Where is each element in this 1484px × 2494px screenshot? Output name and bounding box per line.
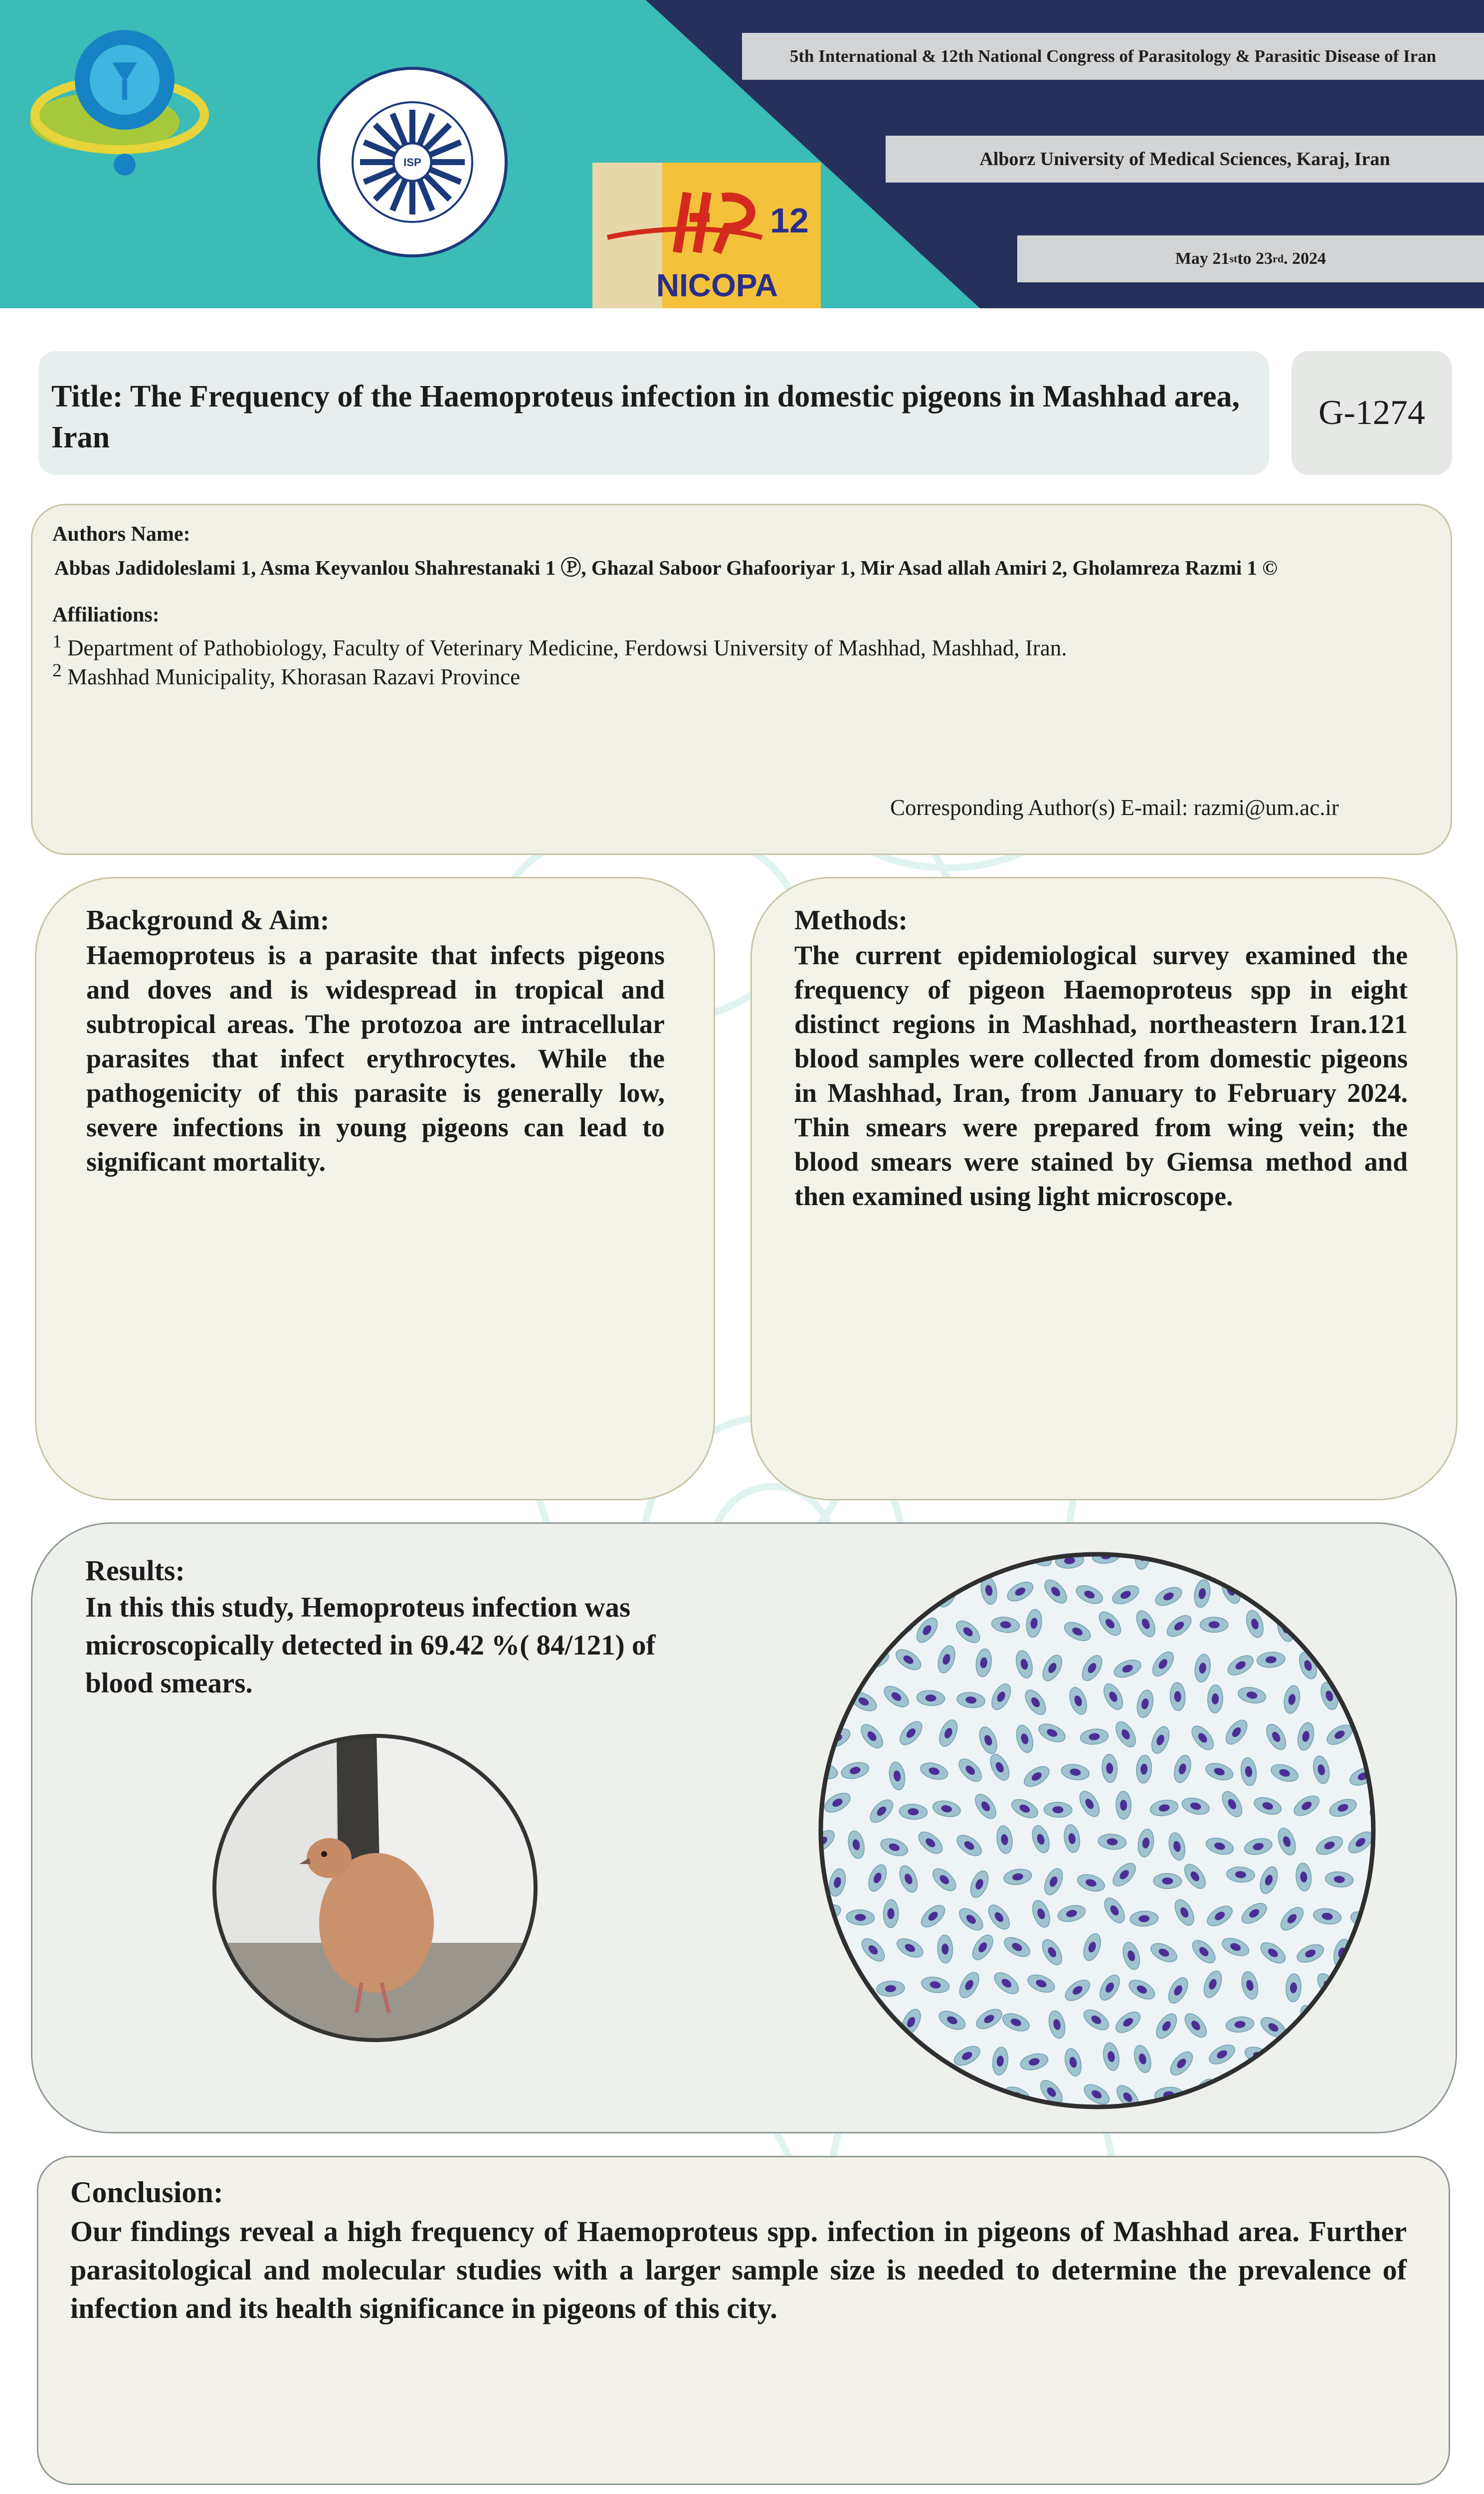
affiliation-1 bbox=[52, 631, 1067, 661]
red-blood-cell bbox=[829, 2081, 848, 2110]
authors-box bbox=[31, 504, 1452, 855]
methods-heading: Methods: bbox=[794, 905, 908, 936]
affiliation-2-text: Mashhad Municipality, Khorasan Razavi Province bbox=[61, 664, 521, 689]
red-blood-cell bbox=[883, 1899, 899, 1928]
affiliation-1-text: Department of Pathobiology, Faculty of Veterinary Medicine, Ferdowsi University of Mashhad, Mashhad, Iran. bbox=[61, 635, 1067, 660]
date-start: May 21 bbox=[1175, 249, 1230, 268]
red-blood-cell bbox=[1328, 2009, 1360, 2034]
poster-header bbox=[0, 0, 1484, 308]
conclusion-heading: Conclusion: bbox=[70, 2176, 223, 2209]
red-blood-cell bbox=[1258, 2086, 1289, 2108]
corresponding-email: Corresponding Author(s) E-mail: razmi@um.ac.ir bbox=[890, 795, 1339, 820]
date-banner bbox=[1017, 235, 1484, 282]
date-end-suffix: rd bbox=[1273, 252, 1284, 265]
date-to: to 23 bbox=[1237, 249, 1273, 268]
red-blood-cell bbox=[1270, 2054, 1299, 2071]
blood-smear-micrograph bbox=[818, 1551, 1376, 2110]
red-blood-cell bbox=[1291, 2080, 1321, 2110]
congress-name-banner: 5th International & 12th National Congress of Parasitology & Parasitic Disease of Iran bbox=[742, 33, 1484, 80]
red-blood-cell bbox=[846, 2047, 876, 2077]
results-section bbox=[31, 1522, 1457, 2133]
red-blood-cell bbox=[1350, 2039, 1376, 2071]
affiliation-2-number: 2 bbox=[52, 660, 62, 681]
red-blood-cell bbox=[857, 2011, 887, 2030]
red-blood-cell bbox=[818, 1684, 827, 1713]
red-blood-cell bbox=[829, 2005, 851, 2036]
red-blood-cell bbox=[862, 2083, 892, 2102]
methods-text: The current epidemiological survey examined the frequency of pigeon Haemoproteus spp in eight distinct regions in Mashhad, northeastern Iran.121 blood samples were collected from domestic pigeons in Mashhad, Iran, from January to February 2024. Thin smears were prepared from wing vein; the blood smears were stained by Giemsa method and then examined using light microscope. bbox=[794, 940, 1408, 1211]
pigeon-photo bbox=[212, 1733, 539, 2043]
red-blood-cell bbox=[1295, 1581, 1325, 1600]
authors-label: Authors Name: bbox=[52, 523, 190, 546]
date-year: . 2024 bbox=[1284, 249, 1326, 268]
red-blood-cell bbox=[848, 1551, 864, 1570]
affiliations-label: Affiliations: bbox=[52, 604, 160, 626]
red-blood-cell bbox=[1324, 2084, 1355, 2110]
red-blood-cell bbox=[828, 1650, 858, 1681]
nicopa-logo bbox=[592, 163, 821, 308]
title-box bbox=[38, 351, 1269, 475]
nicopa-logo-text: NICOPA bbox=[656, 267, 778, 303]
red-blood-cell bbox=[1327, 1575, 1349, 1606]
authors-names: Abbas Jadidoleslami 1, Asma Keyvanlou Shahrestanaki 1 Ⓟ, Ghazal Saboor Ghafooriyar 1, Mir Asad allah Amiri 2, Gholamreza Razmi 1 © bbox=[54, 556, 1278, 579]
methods-section bbox=[750, 877, 1458, 1500]
red-blood-cell bbox=[1222, 2078, 1253, 2102]
red-blood-cell bbox=[818, 1551, 838, 1569]
venue-banner: Alborz University of Medical Sciences, Karaj, Iran bbox=[886, 136, 1484, 183]
red-blood-cell bbox=[818, 1616, 833, 1647]
red-blood-cell bbox=[1207, 1551, 1238, 1571]
red-blood-cell bbox=[1255, 1575, 1283, 1607]
red-blood-cell bbox=[1364, 1653, 1376, 1683]
red-blood-cell bbox=[879, 1551, 901, 1576]
red-blood-cell bbox=[1344, 1690, 1373, 1708]
red-blood-cell bbox=[843, 1610, 874, 1639]
red-blood-cell bbox=[897, 1579, 927, 1598]
red-blood-cell bbox=[1342, 1970, 1373, 1997]
red-blood-cell bbox=[1238, 1551, 1270, 1568]
red-blood-cell bbox=[863, 1574, 894, 1603]
red-blood-cell bbox=[1367, 1940, 1376, 1971]
red-blood-cell bbox=[960, 1551, 975, 1566]
red-blood-cell bbox=[1338, 1653, 1353, 1681]
society-logo-center: ISP bbox=[403, 156, 421, 169]
background-section bbox=[35, 877, 715, 1500]
red-blood-cell bbox=[881, 2043, 912, 2069]
nicopa-logo-number: 12 bbox=[770, 201, 809, 240]
red-blood-cell bbox=[1364, 2076, 1376, 2107]
background-text: Haemoproteus is a parasite that infects pigeons and doves and is widespread in tropical and subtropical areas. The protozoa are intracellular parasites that infect erythrocytes. While the pathogenicity of this parasite is generally low, severe infections in young pigeons can lead to significant mortality. bbox=[86, 940, 665, 1177]
red-blood-cell bbox=[818, 1976, 837, 2007]
red-blood-cell bbox=[1364, 2008, 1376, 2034]
poster-code-badge: G-1274 bbox=[1292, 351, 1452, 475]
red-blood-cell bbox=[1373, 1721, 1376, 1750]
red-blood-cell bbox=[1350, 1551, 1376, 1571]
results-heading: Results: bbox=[85, 1554, 185, 1587]
congress-logo bbox=[20, 15, 229, 180]
poster-title: Title: The Frequency of the Haemoproteus infection in domestic pigeons in Mashhad area, Iran bbox=[51, 380, 1240, 454]
background-heading: Background & Aim: bbox=[86, 905, 330, 936]
conclusion-text: Our findings reveal a high frequency of Haemoproteus spp. infection in pigeons of Mashhad area. Further parasitological and molecular studies with a larger sample size is needed to determine the prevalence of infection and its health significance in pigeons of this city. bbox=[70, 2215, 1407, 2324]
affiliation-2 bbox=[52, 660, 520, 690]
red-blood-cell bbox=[1279, 1551, 1305, 1571]
red-blood-cell bbox=[939, 2082, 958, 2110]
red-blood-cell bbox=[900, 2080, 930, 2110]
red-blood-cell bbox=[826, 1576, 857, 1606]
red-blood-cell bbox=[1311, 1616, 1330, 1646]
red-blood-cell bbox=[1153, 1873, 1182, 1889]
red-blood-cell bbox=[1116, 1791, 1131, 1820]
red-blood-cell bbox=[914, 1551, 945, 1569]
red-blood-cell bbox=[1364, 1580, 1376, 1596]
red-blood-cell bbox=[1310, 2048, 1340, 2067]
red-blood-cell bbox=[1200, 1617, 1228, 1632]
conclusion-section bbox=[37, 2156, 1450, 2485]
affiliation-1-number: 1 bbox=[52, 631, 62, 652]
society-logo bbox=[315, 65, 510, 259]
red-blood-cell bbox=[818, 2041, 832, 2073]
red-blood-cell bbox=[1306, 1551, 1336, 1576]
date-start-suffix: st bbox=[1229, 252, 1238, 265]
red-blood-cell bbox=[1348, 1616, 1376, 1637]
results-text: In this this study, Hemoproteus infection was microscopically detected in 69.42 %( 84/121) of blood smears. bbox=[85, 1592, 656, 1699]
